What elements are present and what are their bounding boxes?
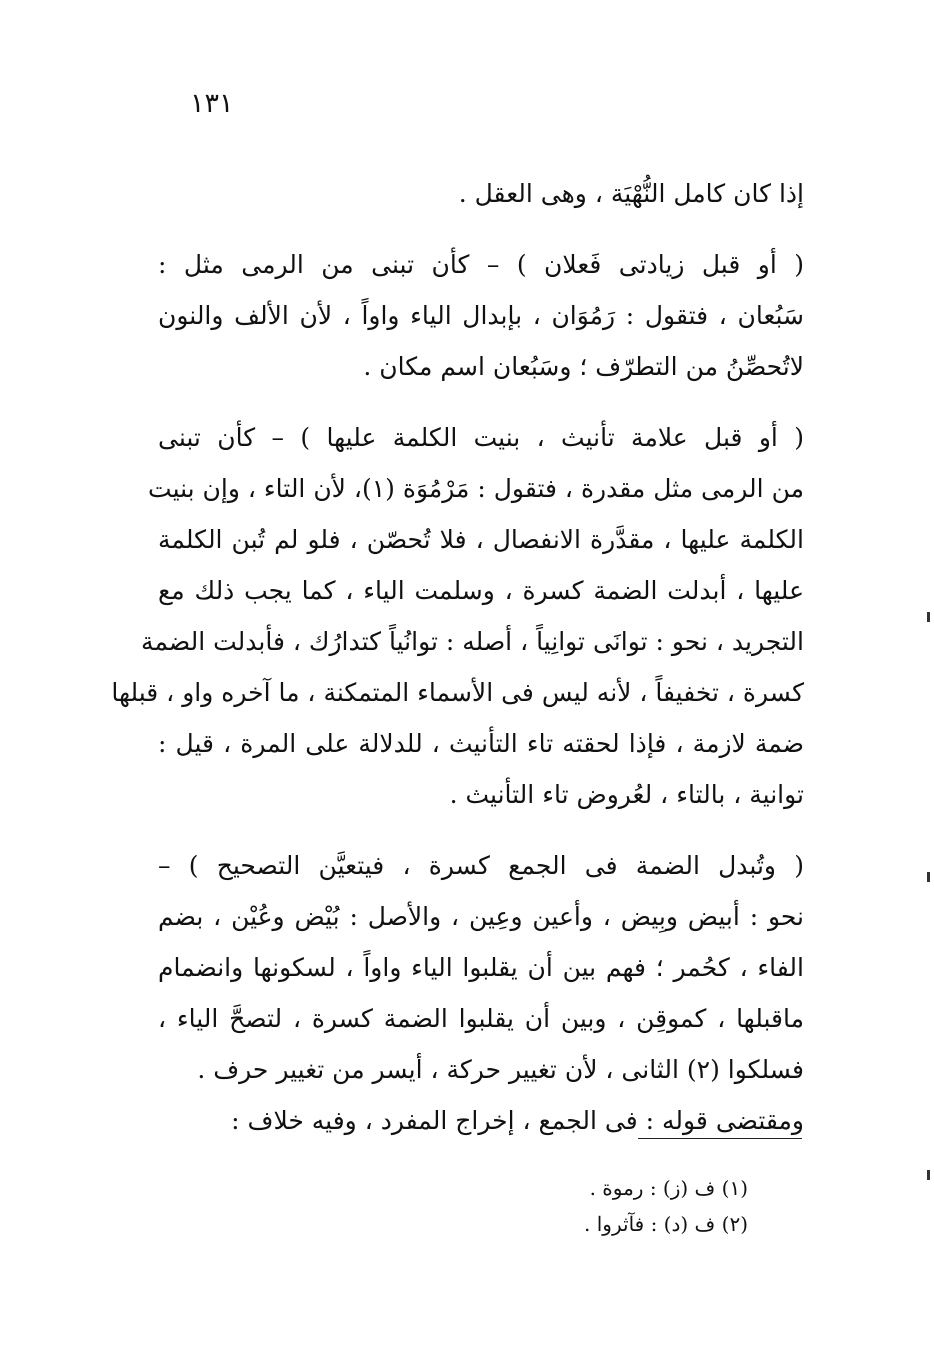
page-number: ١٣١ [190, 88, 234, 119]
text-line: سَبُعان ، فتقول : رَمُوَان ، بإبدال الياء واواً ، لأن الألف والنون [158, 301, 804, 330]
text-line: كسرة ، تخفيفاً ، لأنه ليس فى الأسماء المتمكنة ، ما آخره واو ، قبلها [111, 678, 804, 707]
text-line: ( أو قبل علامة تأنيث ، بنيت الكلمة عليها ) – كأن تبنى [158, 423, 804, 452]
footnotes [448, 1170, 748, 1242]
text-line: الكلمة عليها ، مقدَّرة الانفصال ، فلا تُحصّن ، فلو لم تُبن الكلمة [158, 525, 804, 554]
text-line: التجريد ، نحو : توانَى توانِياً ، أصله : توانُياً كتدارُك ، فأبدلت الضمة [141, 627, 804, 656]
text-line: عليها ، أبدلت الضمة كسرة ، وسلمت الياء ، كما يجب ذلك مع [158, 576, 804, 605]
text-line: ضمة لازمة ، فإذا لحقته تاء التأنيث ، للدلالة على المرة ، قيل : [158, 729, 804, 758]
scan-edge-mark [927, 872, 930, 882]
text-line: توانية ، بالتاء ، لعُروض تاء التأنيث . [449, 780, 804, 809]
scan-edge-mark [927, 1170, 930, 1180]
text-line: الفاء ، كحُمر ؛ فهم بين أن يقلبوا الياء واواً ، لسكونها وانضمام [158, 953, 804, 982]
scan-edge-mark [927, 612, 930, 622]
paragraph [158, 168, 804, 219]
text-line: نحو : أبيض وبِيض ، وأعين وعِين ، والأصل : بُيْض وعُيْن ، بضم [158, 902, 804, 931]
text-line: ماقبلها ، كموقِن ، وبين أن يقلبوا الضمة كسرة ، لتصحَّ الياء ، [158, 1004, 804, 1033]
text-line: ومقتضى قوله : فى الجمع ، إخراج المفرد ، وفيه خلاف : [231, 1106, 804, 1135]
text-line: فسلكوا (٢) الثانى ، لأن تغيير حركة ، أيسر من تغيير حرف . [197, 1055, 804, 1084]
text-line: من الرمى مثل مقدرة ، فتقول : مَرْمُوَة (١)، لأن التاء ، وإن بنيت [148, 474, 804, 503]
text-line: ( وتُبدل الضمة فى الجمع كسرة ، فيتعيَّن التصحيح ) – [158, 851, 804, 880]
text-line: لاتُحصِّنُ من التطرّف ؛ وسَبُعان اسم مكان . [363, 352, 804, 381]
footnote: (٢) ف (د) : فآثروا . [584, 1212, 748, 1236]
text-line: ( أو قبل زيادتى فَعلان ) – كأن تبنى من الرمى مثل : [158, 250, 804, 279]
paragraph [158, 239, 804, 392]
main-text [111, 168, 804, 1146]
paragraph [111, 412, 804, 820]
footnote: (١) ف (ز) : رموة . [589, 1176, 748, 1200]
text-line: إذا كان كامل النُّهْيَة ، وهى العقل . [458, 179, 804, 208]
footnote-separator [638, 1138, 802, 1139]
paragraph [158, 840, 804, 1146]
